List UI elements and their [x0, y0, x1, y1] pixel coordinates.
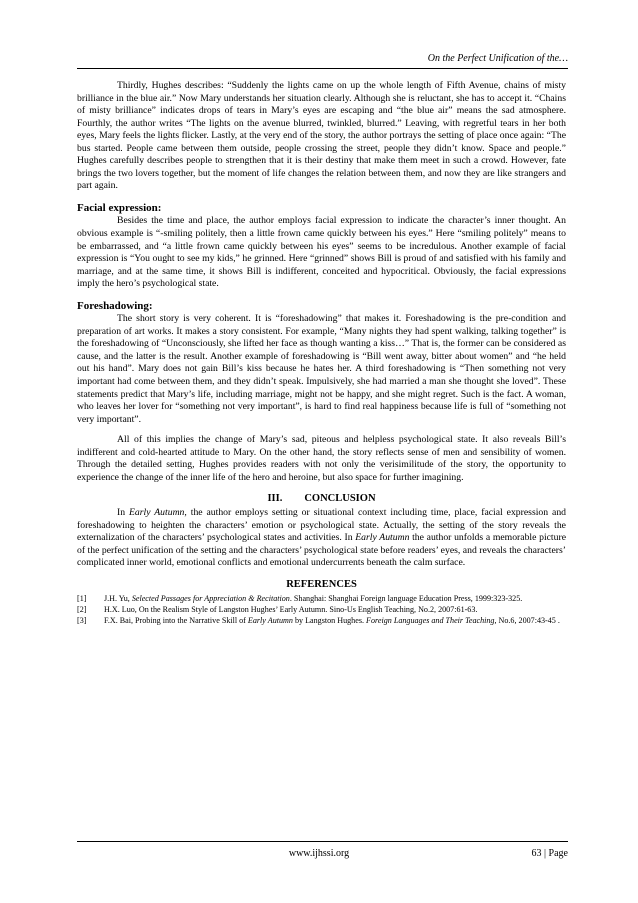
reference-item: [77, 615, 566, 626]
text-run: J.H. Yu,: [104, 594, 132, 604]
footer-website: www.ijhssi.org: [288, 848, 350, 859]
reference-number: [1]: [77, 594, 87, 604]
paragraph-facial-expression: Besides the time and place, the author employs facial expression to indicate the character’s inner thought. An obvious example is “-smiling politely, then a little frown came quickly between his eyes.” Here “smiling politely” means to be embarrassed, and “a little frown came quickly between his eyes” seems to be incredulous. Another example of facial expression is “You ought to see my kids,” he grinned. Here “grinned” shows Bill is proud of and satisfied with his family and marriage, and at the same time, it shows Bill is indifferent, conceited and hypocritical. Obviously, the facial expressions imply the hero’s psychological state.: [77, 215, 566, 290]
reference-list: [77, 593, 566, 626]
text-run: . Shanghai: Shanghai Foreign language Education Press, 1999:323-325.: [289, 594, 523, 604]
reference-number: [3]: [77, 616, 87, 626]
text-run: F.X. Bai, Probing into the Narrative Skill of: [104, 616, 248, 626]
text-run: , No.6, 2007:43-45 .: [494, 616, 560, 626]
italic-title: Early Autumn: [355, 532, 410, 544]
heading-facial-expression: Facial expression:: [77, 201, 162, 214]
section-title: CONCLUSION: [304, 493, 376, 505]
italic-journal: Foreign Languages and Their Teaching: [366, 616, 495, 626]
references-heading: REFERENCES: [286, 578, 357, 590]
section-heading-conclusion: [77, 493, 566, 506]
reference-text: [104, 593, 566, 604]
reference-number: [2]: [77, 605, 87, 615]
paragraph-setting-continued: Thirdly, Hughes describes: “Suddenly the lights came on up the whole length of Fifth Avenue, chains of misty brilliance in the blue air.” Now Mary understands her situation clearly. Although she is reluctant, she has to accept it. “Chains of misty brilliance” indicates drops of tears in Mary’s eyes are escaping and “the blue air” means the sad atmosphere. Fourthly, the author writes “The lights on the avenue blurred, twinkled, blurred.” Leaving, with regretful tears in her both eyes, Mary feels the lights flicker. Lastly, at the very end of the story, the author portrays the setting of place once again: “The bus started. People came between them outside, people crossing the street, people they didn’t know. Space and people.” Hughes carefully describes people to strengthen that it is their destiny that make them meet in such a crowd. However, fate brings the two lovers together, but the moment of life changes the relation between them, and now they are like strangers and part again.: [77, 80, 566, 192]
reference-item: [77, 593, 566, 604]
heading-foreshadowing: Foreshadowing:: [77, 299, 153, 312]
text-run: In: [117, 506, 129, 518]
italic-title: Early Autumn: [247, 616, 293, 626]
text-run: by Langston Hughes.: [292, 616, 367, 626]
reference-text: H.X. Luo, On the Realism Style of Langston Hughes’ Early Autumn. Sino-Us English Teaching, No.2, 2007:61-63.: [104, 605, 478, 615]
paragraph-conclusion: [77, 507, 566, 570]
italic-title: Selected Passages for Appreciation & Recitation: [131, 594, 290, 604]
footer-rule: [77, 841, 568, 842]
section-number: III.: [267, 493, 283, 505]
text-run: , the author employs setting or situational context including time, place, facial expression and foreshadowing to heighten the characters’ emotion or psychological state. Actually, the setting of the story reveals the externalization of the characters’ psychological states and activities. In: [77, 506, 567, 544]
page-body: [77, 80, 566, 626]
header-rule: [77, 68, 568, 69]
running-header: On the Perfect Unification of the…: [427, 53, 568, 64]
paragraph-foreshadowing: The short story is very coherent. It is “foreshadowing” that makes it. Foreshadowing is the pre-condition and preparation of art works. It makes a story consistent. For example, “Many nights they had spent walking, talking together” is the foreshadowing of “Unconsciously, she lifted her face as though wanting a kiss…” That is, the former can be considered as cause, and the latter is the result. Another example of foreshadowing is “Bill went away, bitter about women” and “he held out his hand”. Mary does not gain Bill’s kiss because he hates her. A third foreshadowing is “Then something not very important had come between them, and they didn’t speak. Impulsively, she had married a man she thought she loved”. These statements predict that Mary’s life, including marriage, might not be happy, and she might regret. Such is the fact. A woman, who leaves her lover for “something not very important”, is hard to find real happiness because life is full of “something not very important”.: [77, 313, 566, 425]
text-run: the author unfolds a memorable picture of the perfect unification of the setting and the characters’ psychological state before readers’ eyes, and reveals the characters’ complicated inner world, emotional conflicts and emotional undercurrents beneath the calm surface.: [77, 532, 566, 569]
paragraph-implications: All of this implies the change of Mary’s sad, piteous and helpless psychological state. It also reveals Bill’s indifferent and cold-hearted attitude to Mary. On the other hand, the story reflects sense of men and sensibility of women. Through the detailed setting, Hughes provides readers with not only the verisimilitude of the story, the opportunity to experience the change of the inner life of the hero and heroine, but also space for further imagining.: [77, 434, 566, 483]
footer-page-number: 63 | Page: [531, 848, 568, 859]
reference-text: [104, 615, 566, 626]
italic-title: Early Autumn: [129, 506, 185, 518]
reference-item: [77, 604, 566, 615]
